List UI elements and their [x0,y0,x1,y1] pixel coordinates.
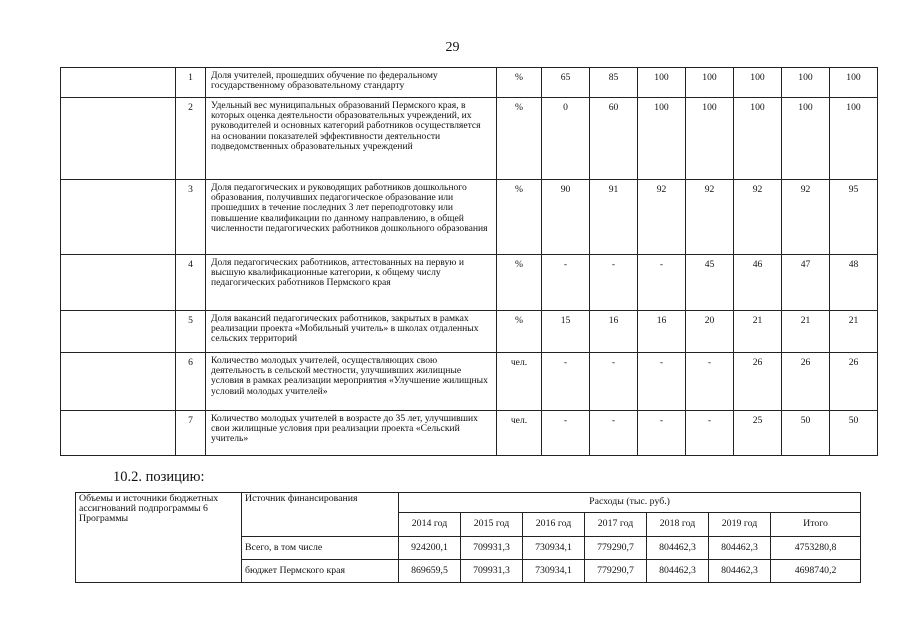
indicator-value: 21 [830,311,878,353]
indicator-value: 47 [782,255,830,311]
blank-cell [61,180,176,255]
indicator-text: Доля педагогических и руководящих работников дошкольного образования, получивших педагогическое образование или прошедших в течение последних 3 лет переподготовку или повышение квалификации по данному направлению, в общей численности педагогических работников дошкольного образования [206,180,497,255]
finance-value: 804462,3 [647,560,709,583]
indicator-value: 16 [590,311,638,353]
indicator-value: 100 [638,98,686,180]
finance-value: 779290,7 [585,537,647,560]
indicator-value: 60 [590,98,638,180]
indicator-value: 46 [734,255,782,311]
indicator-value: 48 [830,255,878,311]
section-title: 10.2. позицию: [113,469,205,485]
indicator-value: - [590,411,638,456]
indicator-value: 25 [734,411,782,456]
indicator-unit: % [497,311,542,353]
indicator-number: 7 [176,411,206,456]
indicator-unit: % [497,68,542,98]
indicator-value: 92 [638,180,686,255]
blank-cell [61,353,176,411]
indicator-value: 85 [590,68,638,98]
finance-header-row [76,493,861,513]
indicator-text: Количество молодых учителей, осуществляющих свою деятельность в сельской местности, улучшивших жилищные условия в рамках реализации мероприятия «Улучшение жилищных условий молодых учителей» [206,353,497,411]
year-header: 2016 год [523,513,585,537]
finance-left-label: Объемы и источники бюджетных ассигнований подпрограммы 6 Программы [76,493,242,583]
indicator-row [61,255,878,311]
indicator-value: - [542,411,590,456]
indicator-value: - [542,353,590,411]
indicator-number: 6 [176,353,206,411]
indicator-number: 5 [176,311,206,353]
indicator-value: 100 [734,98,782,180]
blank-cell [61,255,176,311]
finance-value: 804462,3 [709,560,771,583]
year-header: 2018 год [647,513,709,537]
finance-row-label: Всего, в том числе [242,537,399,560]
indicator-value: 50 [830,411,878,456]
indicator-value: - [542,255,590,311]
finance-value: 709931,3 [461,537,523,560]
indicator-value: 26 [782,353,830,411]
finance-value: 804462,3 [709,537,771,560]
indicator-value: - [590,353,638,411]
indicator-value: 100 [782,68,830,98]
indicator-unit: % [497,255,542,311]
indicator-value: 100 [686,68,734,98]
indicator-value: 50 [782,411,830,456]
indicator-value: 45 [686,255,734,311]
finance-value: 869659,5 [399,560,461,583]
indicator-number: 4 [176,255,206,311]
indicator-unit: чел. [497,411,542,456]
indicator-value: 20 [686,311,734,353]
indicator-value: 95 [830,180,878,255]
indicator-number: 2 [176,98,206,180]
source-header: Источник финансирования [242,493,399,537]
indicator-unit: % [497,98,542,180]
indicator-value: 21 [734,311,782,353]
indicator-value: 92 [782,180,830,255]
indicator-value: 65 [542,68,590,98]
indicator-text: Доля педагогических работников, аттестованных на первую и высшую квалификационные категории, к общему числу педагогических работников Пермского края [206,255,497,311]
finance-value: 4698740,2 [771,560,861,583]
indicator-row [61,68,878,98]
indicator-number: 3 [176,180,206,255]
finance-value: 804462,3 [647,537,709,560]
indicator-value: 0 [542,98,590,180]
indicator-text: Количество молодых учителей в возрасте до 35 лет, улучшивших свои жилищные условия при реализации проекта «Сельский учитель» [206,411,497,456]
indicator-value: 26 [830,353,878,411]
finance-value: 4753280,8 [771,537,861,560]
indicator-value: 100 [686,98,734,180]
finance-value: 730934,1 [523,537,585,560]
indicators-table [60,67,878,456]
page-number: 29 [445,40,460,55]
indicator-value: 16 [638,311,686,353]
indicator-row [61,311,878,353]
indicator-value: - [686,353,734,411]
indicator-unit: % [497,180,542,255]
finance-value: 924200,1 [399,537,461,560]
finance-value: 730934,1 [523,560,585,583]
blank-cell [61,311,176,353]
blank-cell [61,98,176,180]
expenses-header: Расходы (тыс. руб.) [399,493,861,513]
blank-cell [61,411,176,456]
year-header: Итого [771,513,861,537]
finance-value: 709931,3 [461,560,523,583]
indicator-value: 100 [782,98,830,180]
finance-row-label: бюджет Пермского края [242,560,399,583]
indicator-value: - [638,255,686,311]
indicator-value: 100 [734,68,782,98]
indicator-value: 92 [734,180,782,255]
year-header: 2017 год [585,513,647,537]
indicator-value: 91 [590,180,638,255]
finance-value: 779290,7 [585,560,647,583]
indicator-row [61,98,878,180]
indicator-row [61,353,878,411]
indicator-value: 26 [734,353,782,411]
indicator-value: 15 [542,311,590,353]
indicator-value: 90 [542,180,590,255]
indicator-value: - [686,411,734,456]
indicator-text: Доля вакансий педагогических работников, закрытых в рамках реализации проекта «Мобильный учитель» в школах отдаленных сельских территорий [206,311,497,353]
indicator-value: 100 [830,68,878,98]
indicator-row [61,411,878,456]
year-header: 2015 год [461,513,523,537]
indicator-value: - [638,353,686,411]
indicator-text: Доля учителей, прошедших обучение по федеральному государственному образовательному стандарту [206,68,497,98]
indicator-value: 100 [638,68,686,98]
indicator-number: 1 [176,68,206,98]
blank-cell [61,68,176,98]
indicator-value: - [638,411,686,456]
year-header: 2019 год [709,513,771,537]
indicator-value: - [590,255,638,311]
indicator-value: 21 [782,311,830,353]
indicator-row [61,180,878,255]
indicator-value: 100 [830,98,878,180]
finance-table [75,492,861,583]
indicator-value: 92 [686,180,734,255]
indicator-unit: чел. [497,353,542,411]
year-header: 2014 год [399,513,461,537]
indicator-text: Удельный вес муниципальных образований Пермского края, в которых оценка деятельности образовательных учреждений, их руководителей и основных категорий работников осуществляется на основании показателей эффективности деятельности подведомственных образовательных учреждений [206,98,497,180]
